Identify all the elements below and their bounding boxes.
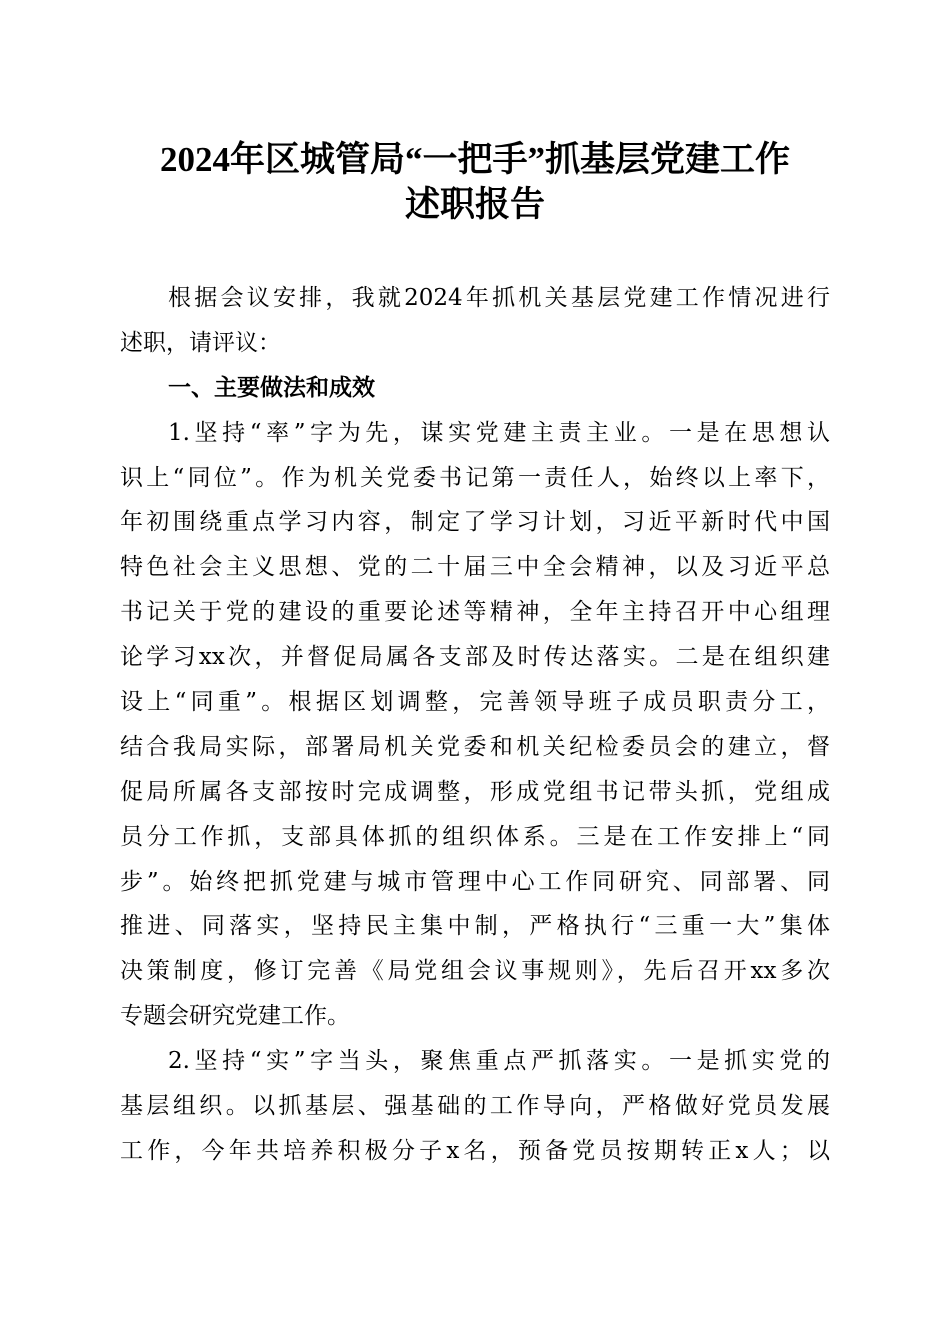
paragraph-line: 设上“同重”。根据区划调整，完善领导班子成员职责分工，	[120, 689, 830, 716]
document-title-line-2: 述职报告	[404, 185, 545, 224]
paragraph-line: 工作，今年共培养积极分子x名，预备党员按期转正x人；以	[120, 1137, 830, 1164]
paragraph-line: 步”。始终把抓党建与城市管理中心工作同研究、同部署、同	[120, 868, 830, 895]
intro-line: 根据会议安排，我就2024年抓机关基层党建工作情况进行	[168, 285, 830, 311]
paragraph-line: 1.坚持“率”字为先，谋实党建主责主业。一是在思想认	[168, 419, 830, 446]
paragraph-line: 专题会研究党建工作。	[120, 1003, 350, 1030]
paragraph-line: 论学习xx次，并督促局属各支部及时传达落实。二是在组织建	[120, 644, 830, 671]
paragraph-line: 特色社会主义思想、党的二十届三中全会精神，以及习近平总	[120, 554, 830, 581]
document-title-line-1: 2024年区城管局“一把手”抓基层党建工作	[159, 140, 790, 179]
paragraph-line: 识上“同位”。作为机关党委书记第一责任人，始终以上率下，	[120, 464, 830, 491]
section-heading: 一、主要做法和成效	[168, 373, 375, 401]
paragraph-line: 结合我局实际，部署局机关党委和机关纪检委员会的建立，督	[120, 733, 830, 760]
paragraph-line: 促局所属各支部按时完成调整，形成党组书记带头抓，党组成	[120, 778, 830, 805]
paragraph-line: 年初围绕重点学习内容，制定了学习计划，习近平新时代中国	[120, 509, 830, 536]
paragraph-line: 基层组织。以抓基层、强基础的工作导向，严格做好党员发展	[120, 1093, 830, 1120]
document-body	[120, 276, 830, 1174]
paragraph-line: 2.坚持“实”字当头，聚焦重点严抓落实。一是抓实党的	[168, 1048, 830, 1075]
paragraph-line: 员分工作抓，支部具体抓的组织体系。三是在工作安排上“同	[120, 823, 830, 850]
paragraph-line: 书记关于党的建设的重要论述等精神，全年主持召开中心组理	[120, 599, 830, 626]
intro-line: 述职，请评议：	[120, 329, 281, 356]
paragraph-line: 决策制度，修订完善《局党组会议事规则》，先后召开xx多次	[120, 958, 830, 985]
paragraph-line: 推进、同落实，坚持民主集中制，严格执行“三重一大”集体	[120, 913, 830, 940]
